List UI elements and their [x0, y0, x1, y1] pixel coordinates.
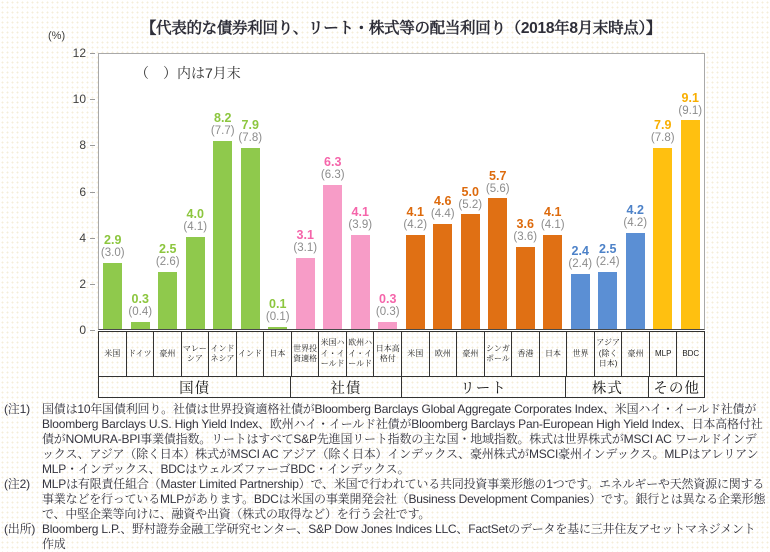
category-cell: インド	[237, 332, 265, 376]
category-table	[98, 331, 705, 398]
y-tick-label: 8	[79, 138, 86, 153]
bar-column	[347, 54, 375, 329]
bar	[323, 185, 342, 329]
y-tick-label: 10	[72, 92, 86, 107]
bar-value-label: 4.2	[626, 202, 644, 217]
note-row	[4, 402, 766, 477]
bar-column	[182, 54, 210, 329]
bar-value-label: 0.3	[379, 292, 397, 307]
bar-value-label: 4.0	[186, 207, 204, 222]
bar-column	[292, 54, 320, 329]
bar-column	[264, 54, 292, 329]
category-cell: マレーシア	[182, 332, 210, 376]
bar-column	[127, 54, 155, 329]
bar	[406, 235, 425, 329]
bar	[543, 235, 562, 329]
bar-labels	[678, 91, 702, 118]
bar-labels	[156, 242, 180, 269]
note-row	[4, 522, 766, 552]
bar-column	[237, 54, 265, 329]
y-tick-label: 0	[79, 323, 86, 337]
y-tick-mark	[90, 53, 95, 54]
bar-column	[319, 54, 347, 329]
bar-prev-label: (3.0)	[100, 246, 125, 259]
bar-value-label: 8.2	[214, 111, 232, 126]
bar-labels	[568, 244, 592, 271]
bar-labels	[348, 205, 372, 232]
bar-column	[622, 54, 650, 329]
y-tick-label: 4	[79, 230, 86, 245]
bar-prev-label: (7.8)	[650, 132, 675, 145]
chart-title: 【代表的な債券利回り、リート・株式等の配当利回り（2018年8月末時点）】	[140, 20, 662, 37]
note-text: MLPは有限責任組合（Master Limited Partnership）で、米国で行われている共同投資事業形態の1つです。エネルギーや天然資源に関する事業などを行っているMLPがあります。BDCは米国の事業開発会社（Business Development Companies）です。銀行とは異なる企業形態で、中堅企業等向けに、融資や出資（株式の取得など）を行う会社です。	[42, 477, 766, 521]
bar-labels	[183, 207, 207, 234]
bar-labels	[101, 233, 125, 260]
bar	[351, 235, 370, 329]
bar-column	[677, 54, 705, 329]
bar-labels	[431, 194, 455, 221]
bar-column	[512, 54, 540, 329]
category-cell: 日本	[540, 332, 568, 376]
legend-note: （ ）内は7月末	[135, 65, 241, 81]
bar-labels	[486, 169, 510, 196]
bar-column	[374, 54, 402, 329]
group-cell: 社債	[291, 377, 401, 397]
bar	[681, 120, 700, 329]
bar-prev-label: (7.8)	[238, 132, 263, 145]
bar-labels	[321, 155, 345, 182]
bar-value-label: 6.3	[324, 154, 342, 169]
y-axis	[40, 46, 96, 337]
bar-labels	[513, 217, 537, 244]
category-cell: BDC	[682, 348, 700, 358]
bar-prev-label: (9.1)	[678, 104, 703, 117]
bar	[131, 322, 150, 329]
bar-prev-label: (2.6)	[155, 255, 180, 268]
bar-column	[594, 54, 622, 329]
bar-prev-label: (7.7)	[210, 125, 235, 138]
bar	[626, 233, 645, 329]
category-row	[98, 331, 705, 377]
bar-labels	[293, 228, 317, 255]
category-cell: アジア(除く日本)	[595, 332, 623, 376]
bar-prev-label: (3.9)	[348, 219, 373, 232]
bar-column	[402, 54, 430, 329]
bar-column	[99, 54, 127, 329]
bar-column	[649, 54, 677, 329]
bar-value-label: 4.6	[434, 193, 452, 208]
note-row	[4, 477, 766, 522]
bar-labels	[211, 111, 235, 138]
bar-labels	[623, 203, 647, 230]
bar-labels	[376, 292, 400, 319]
bar	[268, 327, 287, 329]
bar	[461, 214, 480, 329]
category-cell: 日本	[264, 332, 292, 376]
category-cell: 世界投資適格	[292, 332, 320, 376]
category-cell: MLP	[650, 332, 678, 376]
bar-labels	[403, 205, 427, 232]
bar-value-label: 2.5	[159, 241, 177, 256]
bar-labels	[128, 292, 152, 319]
bar-prev-label: (5.2)	[458, 198, 483, 211]
bar	[103, 263, 122, 329]
bar	[241, 148, 260, 329]
bar-prev-label: (4.1)	[540, 219, 565, 232]
bar-column	[154, 54, 182, 329]
bar	[158, 272, 177, 329]
bar-column	[209, 54, 237, 329]
bar	[598, 272, 617, 329]
plot-area	[98, 53, 705, 330]
category-cell: 豪州	[154, 332, 182, 376]
group-row	[98, 377, 705, 398]
bar-value-label: 3.1	[296, 228, 314, 243]
bar-column	[457, 54, 485, 329]
bar-value-label: 0.1	[269, 296, 287, 311]
group-cell: その他	[653, 380, 700, 397]
group-cell: 国債	[99, 377, 291, 397]
bars-container	[99, 54, 704, 329]
category-cell: 日本高格付	[374, 332, 402, 376]
bar-value-label: 2.9	[104, 232, 122, 247]
bar	[488, 198, 507, 329]
bar-prev-label: (4.4)	[430, 207, 455, 220]
bar-column	[429, 54, 457, 329]
bar-value-label: 3.6	[516, 216, 534, 231]
y-axis-unit-label: (%)	[48, 30, 66, 42]
notes	[4, 402, 766, 552]
bar-labels	[458, 185, 482, 212]
y-tick-mark	[90, 192, 95, 193]
y-tick-label: 2	[79, 276, 86, 291]
bar-value-label: 4.1	[406, 205, 424, 220]
bar-column	[484, 54, 512, 329]
bar-value-label: 2.5	[599, 241, 617, 256]
category-cell: 米国	[99, 332, 127, 376]
bar-value-label: 7.9	[241, 118, 259, 133]
bar-prev-label: (0.1)	[265, 310, 290, 323]
bar-value-label: 2.4	[571, 244, 589, 259]
category-cell: 世界	[567, 332, 595, 376]
bar-labels	[651, 118, 675, 145]
bar-prev-label: (0.4)	[128, 306, 153, 319]
bar-value-label: 4.1	[351, 205, 369, 220]
y-tick-label: 12	[72, 46, 86, 60]
category-cell: 米国	[402, 332, 430, 376]
category-cell: 香港	[512, 332, 540, 376]
bar-labels	[596, 242, 620, 269]
bar-value-label: 9.1	[681, 90, 699, 105]
bar-value-label: 7.9	[654, 118, 672, 133]
bar	[653, 148, 672, 329]
bar-labels	[266, 297, 290, 324]
bar-prev-label: (3.6)	[513, 230, 538, 243]
group-cell: リート	[402, 377, 567, 397]
y-tick-mark	[90, 145, 95, 146]
bar-labels	[238, 118, 262, 145]
bar-column	[567, 54, 595, 329]
bar	[213, 141, 232, 329]
category-cell: 豪州	[457, 332, 485, 376]
bar-prev-label: (2.4)	[568, 258, 593, 271]
category-cell: ドイツ	[127, 332, 155, 376]
bar	[186, 237, 205, 329]
y-tick-mark	[90, 238, 95, 239]
bar-prev-label: (2.4)	[595, 255, 620, 268]
category-cell: 欧州ハイ・イールド	[347, 332, 375, 376]
bar	[296, 258, 315, 329]
y-tick-mark	[90, 99, 95, 100]
bar-value-label: 5.0	[461, 184, 479, 199]
group-cell: 株式	[566, 377, 649, 397]
note-label: (出所)	[4, 522, 36, 536]
bar-prev-label: (4.1)	[183, 221, 208, 234]
note-text: Bloomberg L.P.、野村證券金融工学研究センター、S&P Dow Jones Indices LLC、FactSetのデータを基に三井住友アセットマネジメント作成	[42, 522, 756, 551]
bar	[433, 224, 452, 329]
category-cell: 米国ハイ・イールド	[319, 332, 347, 376]
note-text: 国債は10年国債利回り。社債は世界投資適格社債がBloomberg Barclays Global Aggregate Corporates Index、米国ハイ・イールド社債がBloomberg Barclays U.S. High Yield Index、欧州ハイ・イールド社債がBloomberg Barclays Pan-European High Yield Index、日本高格付社債がNOMURA-BPI事業債指数。リートはすべてS&P先進国リート指数の主な国・地域指数。株式は世界株式がMSCI AC ワールドインデックス、アジア（除く日本）株式がMSCI AC アジア（除く日本）インデックス、豪州株式がMSCI豪州インデックス。MLPはアレリアンMLP・インデックス、BDCはウェルズファーゴBDC・インデックス。	[42, 402, 763, 476]
y-tick-mark	[90, 284, 95, 285]
bar	[571, 274, 590, 329]
note-label: (注1)	[4, 402, 30, 416]
category-cell: 豪州	[622, 332, 650, 376]
y-tick-label: 6	[79, 184, 86, 199]
bar-prev-label: (4.2)	[403, 219, 428, 232]
note-label: (注2)	[4, 477, 30, 491]
bar	[378, 322, 397, 329]
bar-prev-label: (0.3)	[375, 306, 400, 319]
bar-value-label: 4.1	[544, 205, 562, 220]
category-cell: シンガポール	[485, 332, 513, 376]
bar	[516, 247, 535, 330]
bar-prev-label: (3.1)	[293, 242, 318, 255]
bar-value-label: 5.7	[489, 168, 507, 183]
y-tick-mark	[90, 330, 95, 331]
bar-column	[539, 54, 567, 329]
bar-labels	[541, 205, 565, 232]
category-cell: インドネシア	[209, 332, 237, 376]
bar-prev-label: (5.6)	[485, 182, 510, 195]
bar-value-label: 0.3	[131, 292, 149, 307]
category-cell: 欧州	[430, 332, 458, 376]
bar-prev-label: (6.3)	[320, 168, 345, 181]
bar-prev-label: (4.2)	[623, 216, 648, 229]
